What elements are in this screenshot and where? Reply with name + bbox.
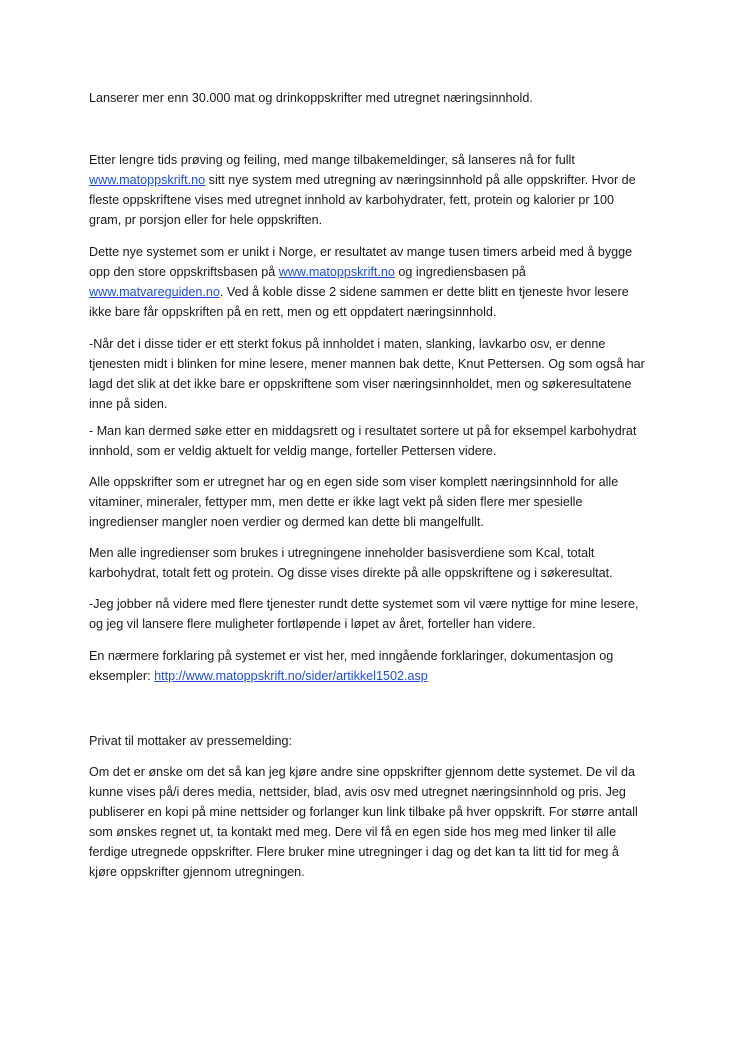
paragraph-line: -Når det i disse tider er ett sterkt fokus på innholdet i maten, slanking, lavkarbo osv, er denne [89,337,606,351]
paragraph-9 [89,762,667,882]
line-text: sitt nye system med utregning av næringsinnhold på alle oppskrifter. Hvor de [205,173,636,187]
paragraph-2 [89,242,667,322]
document-page [89,0,667,1056]
paragraph-6 [89,543,667,583]
paragraph-line: fleste oppskriftene vises med utregnet innhold av karbohydrater, fett, protein og kalorier pr 100 [89,193,615,207]
matoppskrift-link[interactable]: www.matoppskrift.no [89,173,206,187]
paragraph-1 [89,150,667,230]
line-text: og ingrediensbasen på [394,265,526,279]
paragraph-8 [89,646,667,686]
line-text: opp den store oppskriftsbasen på [89,265,279,279]
article-link[interactable]: http://www.matoppskrift.no/sider/artikkel1502.asp [154,669,428,683]
paragraph-line: ferdige utregnede oppskrifter. Flere bruker mine utregninger i dag og det kan ta litt tid for meg å [89,845,619,859]
paragraph-5 [89,472,667,532]
paragraph-line: - Man kan dermed søke etter en middagsrett og i resultatet sortere ut på for eksempel karbohydrat [89,424,637,438]
paragraph-line: og jeg vil lansere flere muligheter fortløpende i løpet av året, forteller han videre. [89,617,536,631]
paragraph-line: Alle oppskrifter som er utregnet har og en egen side som viser komplett næringsinnhold for alle [89,475,619,489]
paragraph-3 [89,334,667,414]
paragraph-line [89,262,667,282]
paragraph-line: tjenesten midt i blinken for mine lesere, mener mannen bak dette, Knut Pettersen. Og som også har [89,357,645,371]
private-heading-text: Privat til mottaker av pressemelding: [89,734,292,748]
private-heading [89,731,667,751]
paragraph-line: publiserer en kopi på mine nettsider og forlanger kun link tilbake på hver oppskrift. For større antall [89,805,638,819]
paragraph-line [89,282,667,302]
paragraph-line: Dette nye systemet som er unikt i Norge, er resultatet av mange tusen timers arbeid med å bygge [89,245,633,259]
line-text: eksempler: [89,669,155,683]
matvareguiden-link[interactable]: www.matvareguiden.no [89,285,220,299]
headline [89,88,667,108]
line-text: . Ved å koble disse 2 sidene sammen er dette blitt en tjeneste hvor lesere [219,285,629,299]
paragraph-line: lagd det slik at det ikke bare er oppskriftene som viser næringsinnholdet, men og søkeresultatene [89,377,632,391]
headline-text: Lanserer mer enn 30.000 mat og drinkoppskrifter med utregnet næringsinnhold. [89,91,533,105]
paragraph-line: karbohydrat, totalt fett og protein. Og disse vises direkte på alle oppskriftene og i søkeresultat. [89,566,613,580]
paragraph-line [89,666,667,686]
paragraph-line: som ønskes regnet ut, ta kontakt med meg. Dere vil få en egen side hos meg med linker til alle [89,825,617,839]
paragraph-line: ingredienser mangler noen verdier og dermed kan dette bli mangelfullt. [89,515,484,529]
paragraph-line: gram, pr porsjon eller for hele oppskriften. [89,213,323,227]
paragraph-line: -Jeg jobber nå videre med flere tjenester rundt dette systemet som vil være nyttige for mine lesere, [89,597,639,611]
paragraph-line: ikke bare får oppskriften på en rett, men og ett oppdatert næringsinnhold. [89,305,497,319]
paragraph-line: En nærmere forklaring på systemet er vist her, med inngående forklaringer, dokumentasjon og [89,649,614,663]
matoppskrift-link[interactable]: www.matoppskrift.no [278,265,395,279]
paragraph-line: kjøre oppskrifter gjennom utregningen. [89,865,305,879]
paragraph-line: kunne vises på/i deres media, nettsider, blad, avis osv med utregnet næringsinnhold og pris. Jeg [89,785,626,799]
paragraph-line: Om det er ønske om det så kan jeg kjøre andre sine oppskrifter gjennom dette systemet. De vil da [89,765,635,779]
paragraph-4 [89,421,667,461]
paragraph-line [89,170,667,190]
paragraph-line: Men alle ingredienser som brukes i utregningene inneholder basisverdiene som Kcal, totalt [89,546,595,560]
paragraph-line: vitaminer, mineraler, fettyper mm, men dette er ikke lagt vekt på siden flere mer spesielle [89,495,583,509]
paragraph-line: Etter lengre tids prøving og feiling, med mange tilbakemeldinger, så lanseres nå for fullt [89,153,575,167]
paragraph-line: inne på siden. [89,397,168,411]
paragraph-7 [89,594,667,634]
paragraph-line: innhold, som er veldig aktuelt for veldig mange, forteller Pettersen videre. [89,444,497,458]
